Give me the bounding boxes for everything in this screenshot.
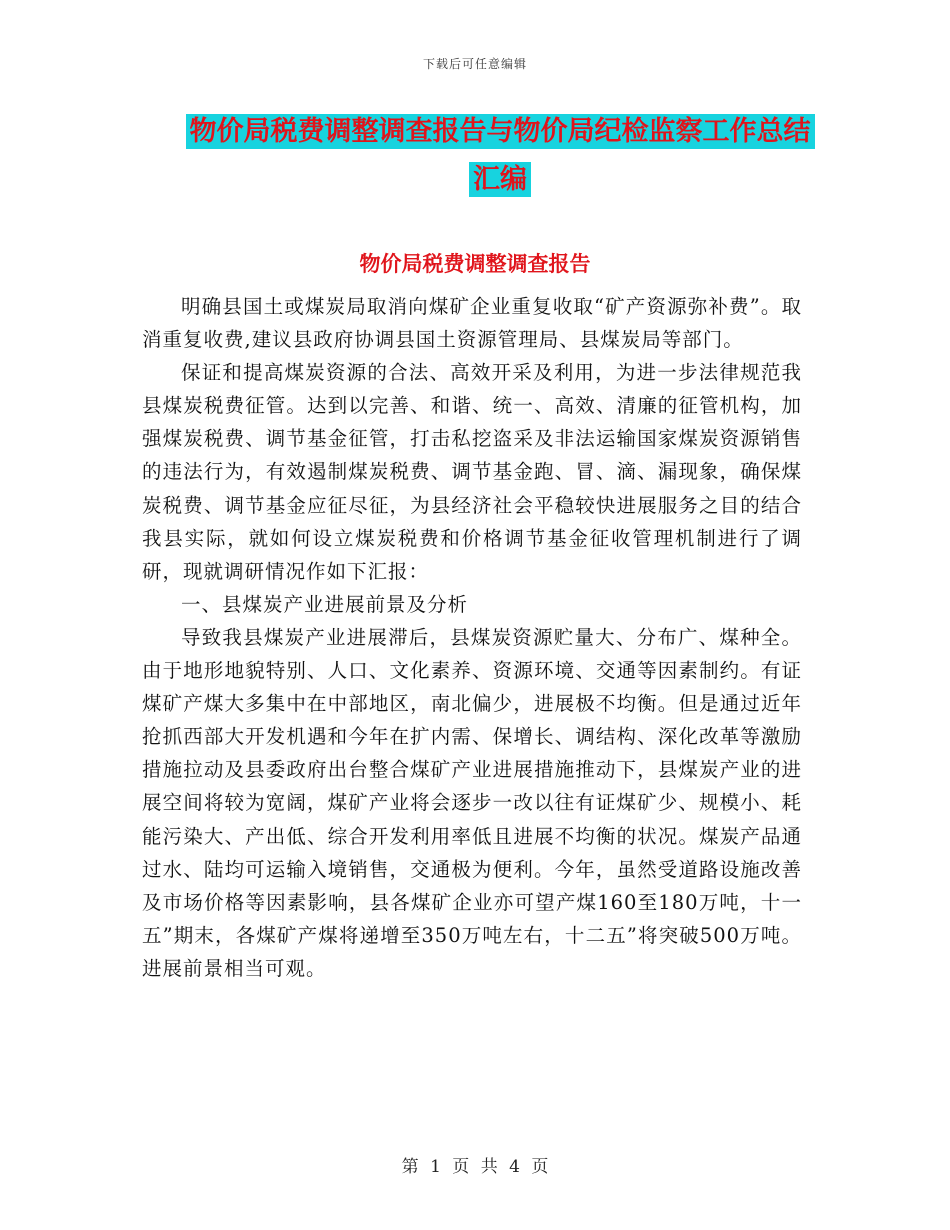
section-heading: 一、县煤炭产业进展前景及分析 — [181, 592, 469, 616]
document-title-line1: 物价局税费调整调查报告与物价局纪检监察工作总结 — [186, 114, 815, 149]
paragraph: 导致我县煤炭产业进展滞后，县煤炭资源贮量大、分布广、煤种全。由于地形地貌特别、人口、文化素养、资源环境、交通等因素制约。有证煤矿产煤大多集中在中部地区，南北偏少，进展极不均衡。但是通过近年抢抓西部大开发机遇和今年在扩内需、保增长、调结构、深化改革等激励措施拉动及县委政府出台整合煤矿产业进展措施推动下，县煤炭产业的进展空间将较为宽阔，煤矿产业将会逐步一改以往有证煤矿少、规模小、耗能污染大、产出低、综合开发利用率低且进展不均衡的状况。煤炭产品通过水、陆均可运输入境销售，交通极为便利。今年，虽然受道路设施改善及市场价格等因素影响，县各煤矿企业亦可望产煤160至180万吨，十一五”期末，各煤矿产煤将递增至350万吨左右，十二五”将突破500万吨。进展前景相当可观。 — [142, 625, 802, 980]
header-note: 下载后可任意编辑 — [422, 57, 527, 71]
page-number: 第 1 页 共 4 页 — [401, 1157, 549, 1177]
paragraph: 保证和提高煤炭资源的合法、高效开采及利用，为进一步法律规范我县煤炭税费征管。达到以完善、和谐、统一、高效、清廉的征管机构，加强煤炭税费、调节基金征管，打击私挖盗采及非法运输国家煤炭资源销售的违法行为，有效遏制煤炭税费、调节基金跑、冒、滴、漏现象，确保煤炭税费、调节基金应征尽征，为县经济社会平稳较快进展服务之目的结合我县实际，就如何设立煤炭税费和价格调节基金征收管理机制进行了调研，现就调研情况作如下汇报： — [142, 361, 802, 583]
paragraph: 明确县国土或煤炭局取消向煤矿企业重复收取“矿产资源弥补费”。取消重复收费,建议县政府协调县国土资源管理局、县煤炭局等部门。 — [142, 295, 802, 352]
document-title — [150, 108, 850, 204]
document-body — [142, 290, 802, 985]
document-title-line2: 汇编 — [469, 162, 531, 197]
section-title: 物价局税费调整调查报告 — [359, 251, 591, 276]
